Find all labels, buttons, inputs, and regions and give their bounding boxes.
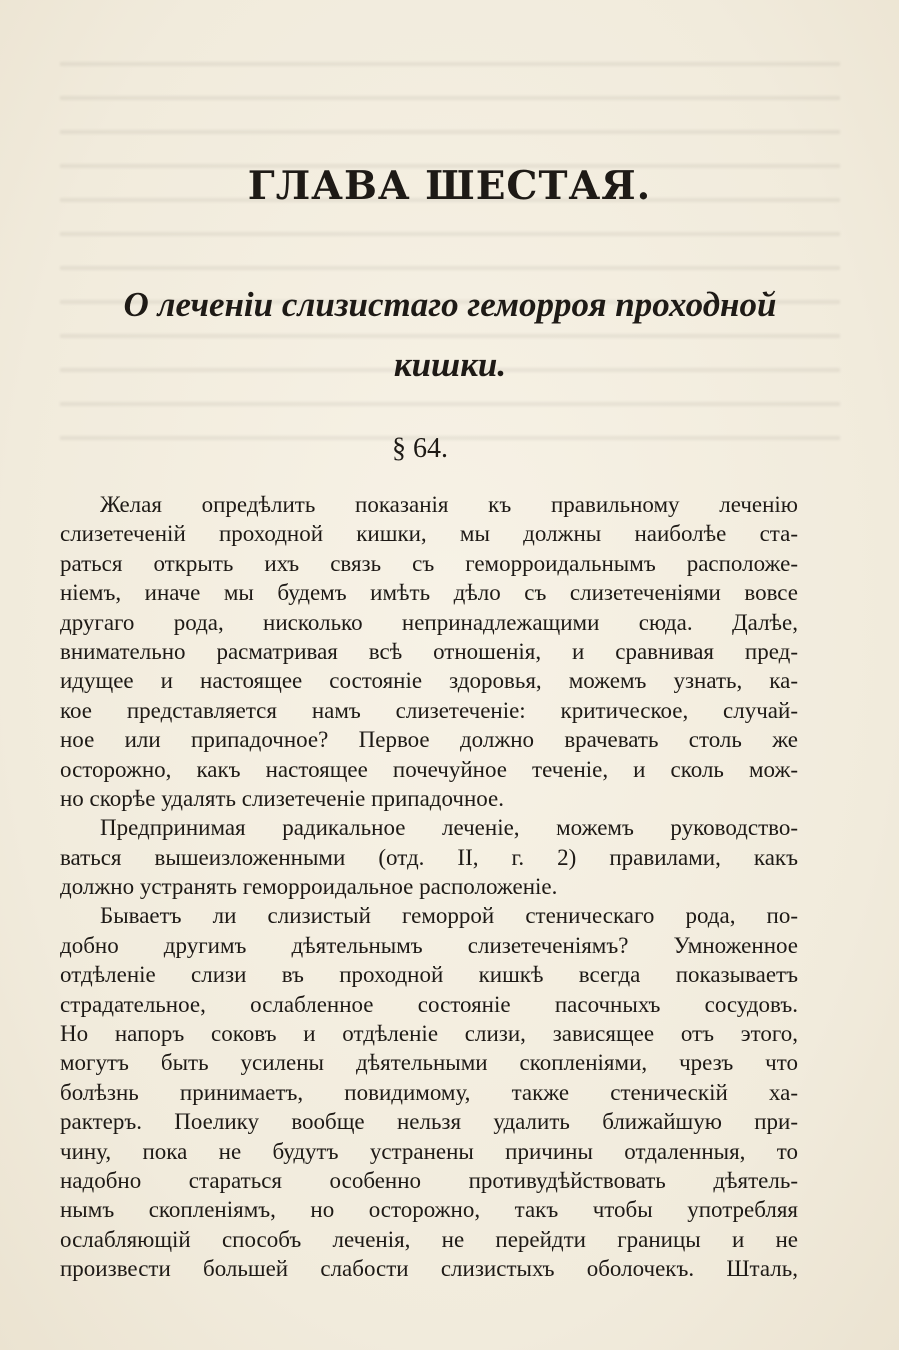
text-line: Желая опредѣлить показанія къ правильному леченію [100,492,798,517]
text-line: кое представляется намъ слизетеченіе: критическое, случай- [60,697,798,723]
text-line: могутъ быть усилены дѣятельными скопленіями, чрезъ что [60,1050,798,1076]
text-line: надобно стараться особенно противудѣйствовать дѣятель- [60,1167,798,1193]
text-line: страдательное, ослабленное состояніе пасочныхъ сосудовъ. [60,991,798,1017]
text-line: слизетеченій проходной кишки, мы должны наиболѣе ста- [60,521,798,547]
text-line: должно устранять геморроидальное расположеніе. [60,874,558,900]
text-line: внимательно расматривая всѣ отношенія, и сравнивая пред- [60,638,798,664]
text-line: отдѣленіе слизи въ проходной кишкѣ всегда показываетъ [60,962,798,988]
text-line: ніемъ, иначе мы будемъ имѣть дѣло съ слизетеченіями вовсе [60,580,798,606]
section-number: § 64. [392,433,448,464]
text-line: осторожно, какъ настоящее почечуйное теченіе, и сколь мож- [60,756,798,782]
chapter-title: ГЛАВА ШЕСТАЯ. [247,163,652,209]
bleed-through-texture [60,40,840,460]
text-line: произвести большей слабости слизистыхъ оболочекъ. Шталь, [60,1256,798,1282]
text-line: Бываетъ ли слизистый геморрой стеническаго рода, по- [100,903,798,929]
text-line: ное или припадочное? Первое должно врачевать столь же [60,727,798,753]
text-line: чину, пока не будутъ устранены причины отдаленныя, то [60,1138,798,1164]
text-line: Предпринимая радикальное леченіе, можемъ руководство- [100,815,798,841]
text-line: идущее и настоящее состояніе здоровья, можемъ узнать, ка- [60,668,798,694]
text-line: раться открыть ихъ связь съ геморроидальнымъ расположе- [60,550,798,576]
text-line: ослабляющій способъ леченія, не перейдти границы и не [60,1226,798,1252]
text-line: Но напоръ соковъ и отдѣленіе слизи, зависящее отъ этого, [60,1021,798,1047]
subtitle-line-2: кишки. [393,345,507,384]
text-line: рактеръ. Поелику вообще нельзя удалить ближайшую при- [60,1109,798,1135]
text-line: добно другимъ дѣятельнымъ слизетеченіямъ? Умноженное [60,932,798,958]
text-line: болѣзнь принимаетъ, повидимому, также стеническій ха- [60,1079,798,1105]
body-text [60,490,798,1284]
text-line: но скорѣе удалять слизетеченіе припадочное. [60,785,504,811]
subtitle-line-1: О леченіи слизистаго геморроя проходной [123,285,777,324]
text-line: ваться вышеизложенными (отд. II, г. 2) правилами, какъ [60,844,798,870]
text-line: другаго рода, нисколько непринадлежащими сюда. Далѣе, [60,609,798,635]
text-line: нымъ скопленіямъ, но осторожно, такъ чтобы употребляя [60,1197,798,1223]
chapter-subtitle [60,275,840,395]
